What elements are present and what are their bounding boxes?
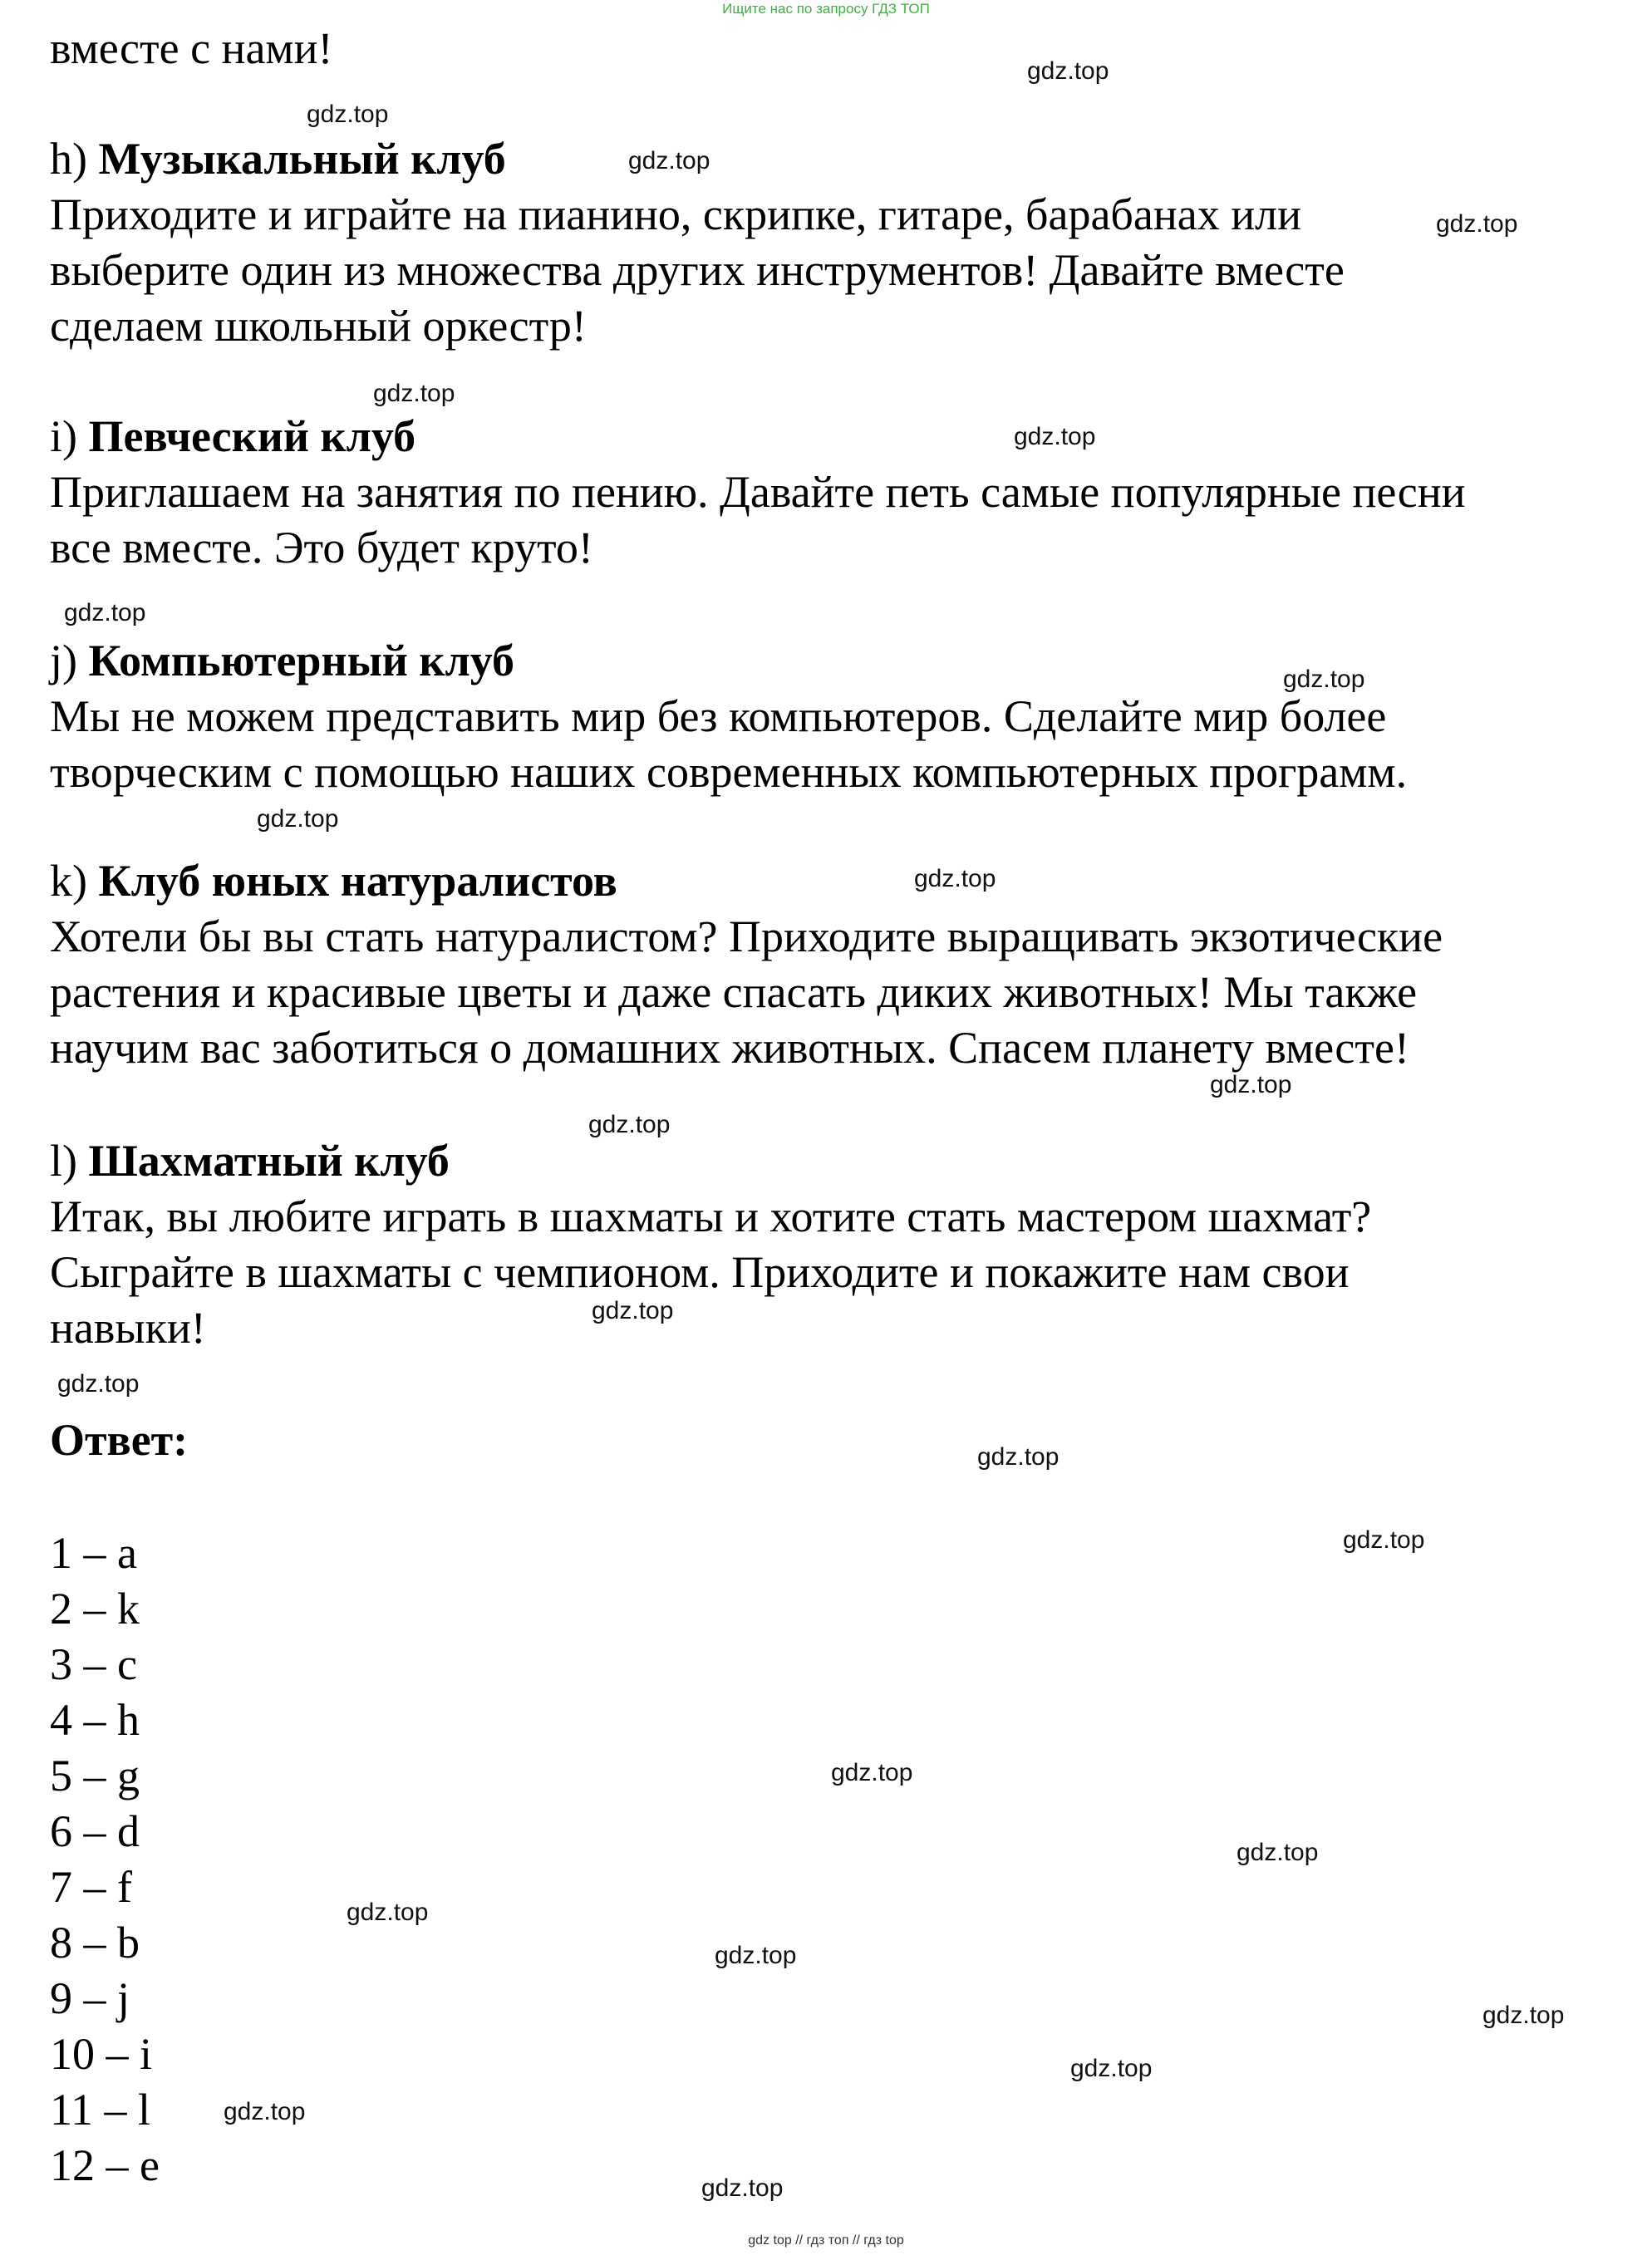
watermark: gdz.top xyxy=(1436,210,1518,238)
watermark: gdz.top xyxy=(1482,2002,1565,2029)
footer: gdz top // гдз топ // гдз top xyxy=(748,2233,904,2248)
answer-item: 3 – c xyxy=(50,1639,137,1689)
answer-item: 10 – i xyxy=(50,2029,153,2079)
watermark: gdz.top xyxy=(701,2174,784,2202)
answer-item: 7 – f xyxy=(50,1862,132,1912)
club-title: Музыкальный клуб xyxy=(98,134,506,184)
watermark: gdz.top xyxy=(347,1899,429,1926)
club-text-line: растения и красивые цветы и даже спасать диких животных! Мы также xyxy=(50,967,1418,1017)
club-text-line: Сыграйте в шахматы с чемпионом. Приходите и покажите нам свои xyxy=(50,1247,1350,1297)
club-title: Клуб юных натуралистов xyxy=(98,856,617,906)
club-heading-l xyxy=(50,1133,450,1188)
club-text-line: сделаем школьный оркестр! xyxy=(50,301,587,351)
answer-item: 12 – e xyxy=(50,2140,160,2190)
club-letter: l) xyxy=(50,1136,77,1186)
club-title: Компьютерный клуб xyxy=(88,636,515,685)
club-text-line: Итак, вы любите играть в шахматы и хотите стать мастером шахмат? xyxy=(50,1191,1372,1241)
answer-item: 11 – l xyxy=(50,2085,150,2135)
watermark: gdz.top xyxy=(1283,666,1365,693)
top-banner: Ищите нас по запросу ГДЗ ТОП xyxy=(722,1,930,17)
watermark: gdz.top xyxy=(224,2098,306,2125)
answer-item: 9 – j xyxy=(50,1973,130,2023)
answer-item: 8 – b xyxy=(50,1918,140,1968)
watermark: gdz.top xyxy=(1070,2055,1153,2082)
club-heading-k xyxy=(50,853,617,908)
club-text-line: навыки! xyxy=(50,1303,206,1353)
watermark: gdz.top xyxy=(307,101,389,128)
watermark: gdz.top xyxy=(57,1370,140,1398)
intro-tail: вместе с нами! xyxy=(50,23,333,73)
watermark: gdz.top xyxy=(1237,1839,1319,1866)
club-text-line: выберите один из множества других инструментов! Давайте вместе xyxy=(50,245,1345,295)
watermark: gdz.top xyxy=(373,380,455,407)
watermark: gdz.top xyxy=(588,1111,671,1138)
watermark: gdz.top xyxy=(831,1759,913,1786)
answer-item: 4 – h xyxy=(50,1695,140,1745)
watermark: gdz.top xyxy=(628,147,710,174)
watermark: gdz.top xyxy=(1210,1071,1292,1098)
club-text-line: Приходите и играйте на пианино, скрипке, гитаре, барабанах или xyxy=(50,189,1301,239)
watermark: gdz.top xyxy=(257,805,339,833)
watermark: gdz.top xyxy=(1027,57,1109,85)
club-letter: k) xyxy=(50,856,87,906)
club-text-line: Приглашаем на занятия по пению. Давайте петь самые популярные песни xyxy=(50,467,1466,517)
club-heading-i xyxy=(50,409,415,464)
club-text-line: все вместе. Это будет круто! xyxy=(50,523,593,572)
answer-title: Ответ: xyxy=(50,1415,189,1465)
watermark: gdz.top xyxy=(1343,1526,1425,1554)
club-text-line: творческим с помощью наших современных компьютерных программ. xyxy=(50,747,1408,797)
club-title: Шахматный клуб xyxy=(88,1136,450,1186)
watermark: gdz.top xyxy=(64,599,146,626)
club-letter: i) xyxy=(50,411,77,461)
club-heading-h xyxy=(50,131,506,186)
watermark: gdz.top xyxy=(715,1942,797,1969)
club-letter: h) xyxy=(50,134,87,184)
club-text-line: Мы не можем представить мир без компьютеров. Сделайте мир более xyxy=(50,691,1387,741)
answer-item: 1 – a xyxy=(50,1528,137,1578)
watermark: gdz.top xyxy=(592,1297,674,1324)
answer-item: 2 – k xyxy=(50,1584,140,1634)
answer-item: 6 – d xyxy=(50,1806,140,1856)
club-text-line: Хотели бы вы стать натуралистом? Приходите выращивать экзотические xyxy=(50,911,1443,961)
watermark: gdz.top xyxy=(977,1443,1060,1471)
watermark: gdz.top xyxy=(1014,423,1096,450)
club-heading-j xyxy=(50,633,514,688)
club-text-line: научим вас заботиться о домашних животных. Спасем планету вместе! xyxy=(50,1023,1409,1073)
club-title: Певческий клуб xyxy=(88,411,416,461)
club-letter: j) xyxy=(50,636,77,685)
answer-item: 5 – g xyxy=(50,1751,140,1801)
watermark: gdz.top xyxy=(914,865,996,892)
